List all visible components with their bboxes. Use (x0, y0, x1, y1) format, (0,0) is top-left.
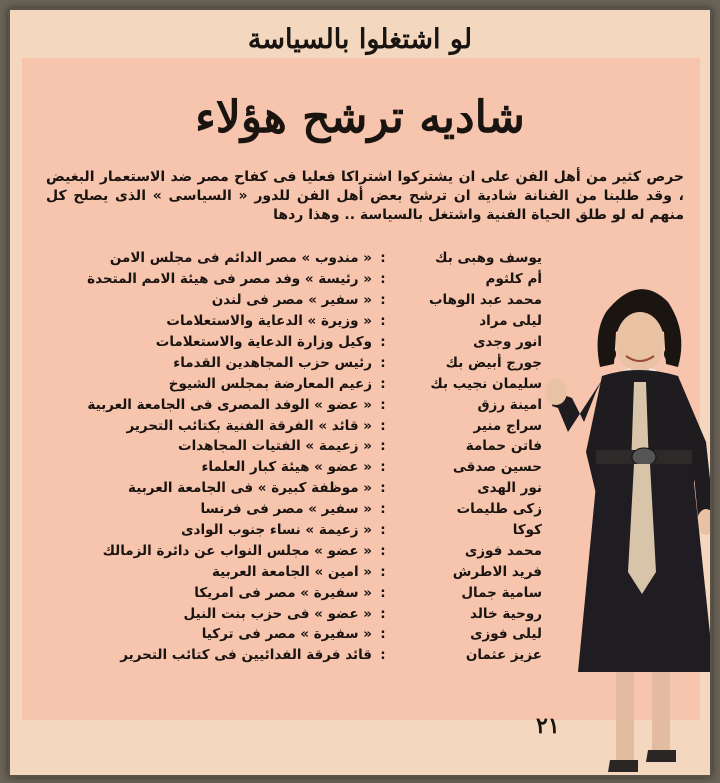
nominee-role: رئيس حزب المجاهدين القدماء (173, 354, 372, 371)
nominee-name: فريد الاطرش (452, 563, 542, 580)
nominee-name: ليلى فوزى (470, 626, 542, 643)
nominee-name: امينة رزق (477, 396, 542, 413)
nominee-name: يوسف وهبى بك (435, 250, 542, 267)
nominee-row (44, 561, 542, 582)
nominee-row (44, 624, 542, 645)
nominee-row (44, 373, 542, 394)
nominee-role: « زعيمة » نساء جنوب الوادى (181, 522, 372, 539)
separator-colon: : (380, 459, 386, 476)
nominee-name: سراج منير (473, 417, 542, 434)
headline: شاديه ترشح هؤلاء (195, 92, 525, 143)
separator-colon: : (380, 522, 386, 539)
nominee-role: « عضو » فى حزب بنت النيل (183, 605, 372, 622)
nominee-name: جورج أبيض بك (445, 354, 542, 371)
nominee-name: فاتن حمامة (465, 438, 542, 455)
kicker-title: لو اشتغلوا بالسياسة (247, 24, 473, 55)
nominee-row (44, 436, 542, 457)
nominee-role: « عضو » الوفد المصرى فى الجامعة العربية (87, 396, 372, 413)
nominee-role: « امين » الجامعة العربية (211, 563, 372, 580)
nominee-row (44, 457, 542, 478)
nominee-row (44, 478, 542, 499)
nominee-name: انور وجدى (473, 334, 542, 350)
nominee-name: سليمان نجيب بك (430, 375, 542, 392)
separator-colon: : (380, 438, 386, 455)
nominee-role: « رئيسة » وفد مصر فى هيئة الامم المتحدة (87, 271, 372, 288)
nominee-role: قائد فرقة الفدائيين فى كتائب التحرير (120, 647, 372, 664)
nominee-list (44, 248, 542, 666)
nominee-row (44, 499, 542, 520)
nominee-name: عزيز عثمان (465, 647, 542, 664)
separator-colon: : (380, 313, 386, 330)
nominee-row (44, 311, 542, 332)
nominee-name: ليلى مراد (479, 313, 542, 330)
separator-colon: : (380, 292, 386, 309)
nominee-role: « عضو » مجلس النواب عن دائرة الزمالك (102, 542, 372, 559)
nominee-name: حسين صدقى (452, 459, 542, 476)
nominee-name: كوكا (512, 522, 542, 539)
separator-colon: : (380, 354, 386, 371)
nominee-role: « سفير » مصر فى لندن (211, 292, 372, 309)
magazine-page (8, 8, 712, 777)
nominee-name: أم كلثوم (485, 271, 542, 288)
nominee-row (44, 394, 542, 415)
intro-paragraph: حرص كثير من أهل الفن على ان يشتركوا اشتراكا فعليا فى كفاح مصر ضد الاستعمار البغيض ، وقد طلبنا من الفنانة شادية ان ترشح بعض أهل الفن للدور « السياسى » الذى يصلح كل منهم له لو طلق الحياة الفنية واشتغل بالسياسة .. وهذا ردها (46, 169, 684, 223)
nominee-row (44, 603, 542, 624)
nominee-row (44, 269, 542, 290)
separator-colon: : (380, 626, 386, 643)
nominee-row (44, 248, 542, 269)
nominee-name: سامية جمال (461, 584, 542, 601)
separator-colon: : (380, 542, 386, 559)
nominee-name: نور الهدى (477, 480, 542, 497)
nominee-role: وكيل وزارة الدعاية والاستعلامات (155, 334, 372, 350)
nominee-role: « عضو » هيئة كبار العلماء (201, 459, 372, 476)
nominee-role: « قائد » الفرقة الفنية بكتائب التحرير (126, 417, 372, 434)
separator-colon: : (380, 417, 386, 434)
nominee-row (44, 582, 542, 603)
nominee-name: محمد عبد الوهاب (428, 292, 542, 309)
separator-colon: : (380, 647, 386, 664)
nominee-row (44, 352, 542, 373)
nominee-role: « سفيرة » مصر فى تركيا (201, 626, 372, 643)
separator-colon: : (380, 250, 386, 267)
nominee-row (44, 540, 542, 561)
page-number: ٢١ (536, 713, 560, 739)
nominee-row (44, 520, 542, 541)
nominee-role: « سفير » مصر فى فرنسا (200, 501, 372, 518)
nominee-row (44, 290, 542, 311)
nominee-role: « وزيرة » الدعاية والاستعلامات (166, 313, 372, 330)
separator-colon: : (380, 563, 386, 580)
separator-colon: : (380, 480, 386, 497)
nominee-role: زعيم المعارضة بمجلس الشيوخ (168, 375, 372, 392)
separator-colon: : (380, 271, 386, 288)
nominee-role: « سفيرة » مصر فى امريكا (194, 584, 372, 601)
nominee-name: محمد فوزى (464, 542, 542, 559)
nominee-role: « زعيمة » الفتيات المجاهدات (178, 438, 372, 455)
nominee-role: « موظفة كبيرة » فى الجامعة العربية (128, 480, 372, 497)
separator-colon: : (380, 605, 386, 622)
separator-colon: : (380, 584, 386, 601)
nominee-row (44, 645, 542, 666)
nominee-role: « مندوب » مصر الدائم فى مجلس الامن (109, 250, 372, 267)
nominee-name: زكى طليمات (456, 501, 542, 518)
separator-colon: : (380, 501, 386, 518)
separator-colon: : (380, 334, 386, 350)
separator-colon: : (380, 396, 386, 413)
shadia-photo (538, 272, 712, 777)
nominee-row (44, 332, 542, 353)
nominee-row (44, 415, 542, 436)
separator-colon: : (380, 375, 386, 392)
nominee-name: روحية خالد (470, 605, 542, 622)
